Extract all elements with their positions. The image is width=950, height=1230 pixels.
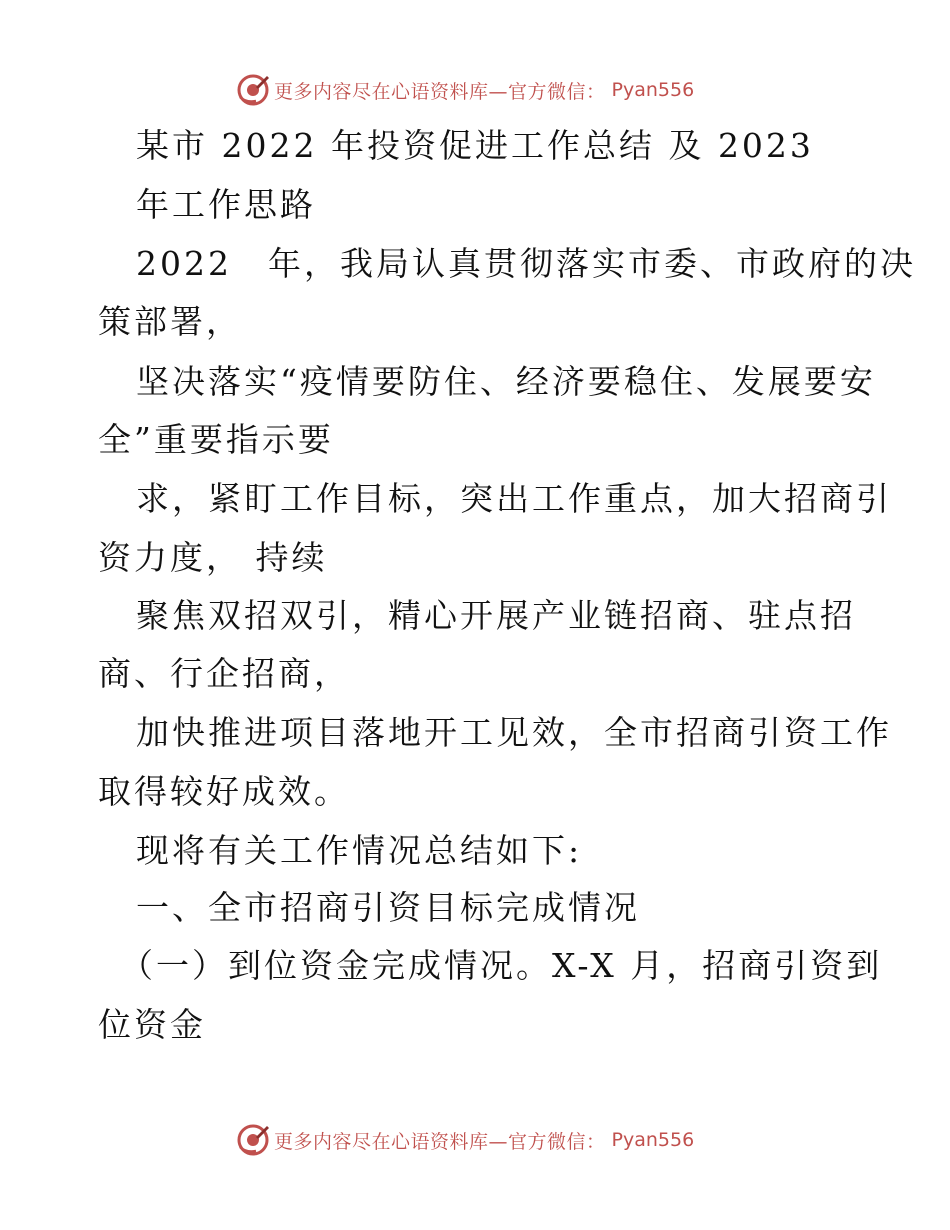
paragraph-line: 取得较好成效。 [98,772,350,811]
pen-logo-icon [236,73,270,107]
paragraph-line: 2022 年，我局认真贯彻落实市委、市政府的决 [136,244,916,283]
subsection-line: （一）到位资金完成情况。X-X 月，招商引资到 [120,946,883,985]
document-title-line-1: 某市 2022 年投资促进工作总结 及 2023 [136,126,814,165]
paragraph-line: 商、行企招商， [98,654,350,693]
header-watermark [236,72,694,108]
paragraph-line: 现将有关工作情况总结如下: [136,831,583,870]
pen-logo-icon [236,1123,270,1157]
watermark-contact: Pyan556 [611,1129,695,1151]
document-title-line-2: 年工作思路 [136,185,316,224]
paragraph-line: 加快推进项目落地开工见效，全市招商引资工作 [136,713,892,752]
paragraph-line: 资力度， 持续 [98,538,328,577]
section-heading: 一、全市招商引资目标完成情况 [136,888,640,927]
watermark-text: 更多内容尽在心语资料库—官方微信： [274,1130,606,1153]
paragraph-line: 聚焦双招双引，精心开展产业链招商、驻点招 [136,596,856,635]
paragraph-line: 求，紧盯工作目标，突出工作重点，加大招商引 [136,479,892,518]
watermark-contact: Pyan556 [611,79,695,101]
paragraph-line: 位资金 [98,1005,206,1044]
footer-watermark [236,1122,694,1158]
paragraph-line: 全”重要指示要 [98,420,334,459]
watermark-text: 更多内容尽在心语资料库—官方微信： [274,80,606,103]
paragraph-line: 策部署， [98,302,242,341]
paragraph-line: 坚决落实“疫情要防住、经济要稳住、发展要安 [136,362,876,401]
